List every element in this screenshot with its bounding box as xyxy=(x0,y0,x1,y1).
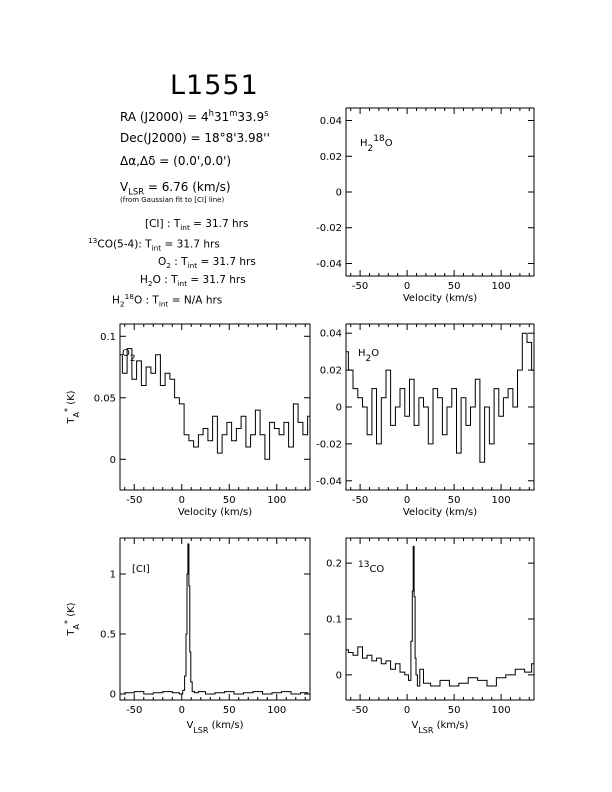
y-tick-label: 1 xyxy=(109,569,116,581)
x-axis-label: $V_{LSR}$ (km/s) xyxy=(186,720,244,735)
dec-line: Dec(J2000) = 18°8'3.98'' xyxy=(120,131,270,145)
x-tick-label: 0 xyxy=(178,495,185,506)
y-tick-label: 0.04 xyxy=(319,116,342,128)
x-tick-label: 100 xyxy=(267,495,287,506)
x-tick-label: 50 xyxy=(222,705,236,716)
tint-o2: $O_2$ : $T_{int} = 31.7$ hrs xyxy=(158,256,256,271)
x-tick-label: -50 xyxy=(351,495,369,506)
x-tick-label: 100 xyxy=(491,495,511,506)
y-tick-label: 0.5 xyxy=(100,629,116,641)
panel-label: $O_2$ xyxy=(122,348,136,364)
x-axis-label: Velocity (km/s) xyxy=(402,293,478,304)
y-tick-label: 0 xyxy=(109,689,116,701)
x-tick-label: -50 xyxy=(351,281,369,292)
x-tick-label: 0 xyxy=(178,705,185,716)
tint-ci: [CI] : $T_{int} = 31.7$ hrs xyxy=(145,218,249,233)
x-tick-label: 50 xyxy=(222,495,236,506)
panel-label: $H_2^{18}O$ xyxy=(360,134,393,154)
y-tick-label: 0 xyxy=(335,670,342,682)
y-tick-label: -0.04 xyxy=(316,258,342,270)
y-tick-label: 0.05 xyxy=(93,393,116,405)
x-tick-label: 0 xyxy=(403,705,411,716)
spectrum-panel-2 xyxy=(316,324,534,518)
y-tick-label: 0.1 xyxy=(326,614,342,626)
ra-line: RA $(J2000) = 4^h31^m33.9^s$ xyxy=(120,108,269,124)
x-tick-label: 100 xyxy=(491,281,511,292)
x-tick-label: 0 xyxy=(403,495,411,506)
y-tick-label: -0.02 xyxy=(316,223,342,235)
tint-h218o: $H_2^{18}O$ : $T_{int} = N/A$ hrs xyxy=(112,292,223,309)
source-title: L1551 xyxy=(170,70,259,101)
x-tick-label: 50 xyxy=(447,281,461,292)
y-tick-label: -0.04 xyxy=(316,476,342,488)
spectrum-panel-3 xyxy=(63,538,311,735)
x-tick-label: 100 xyxy=(267,705,287,716)
spectrum-panel-1 xyxy=(63,324,311,518)
y-tick-label: 0.1 xyxy=(100,331,116,343)
x-tick-label: 100 xyxy=(491,705,511,716)
x-tick-label: 50 xyxy=(447,705,461,716)
y-axis-label: $T_A^*$ (K) xyxy=(62,390,81,424)
panel-label: [CI] xyxy=(132,564,150,575)
x-axis-label: Velocity (km/s) xyxy=(402,507,478,518)
x-tick-label: 50 xyxy=(447,495,461,506)
y-tick-label: 0.04 xyxy=(319,328,342,340)
x-tick-label: 0 xyxy=(403,281,411,292)
x-tick-label: -50 xyxy=(126,495,143,506)
vlsr-note: (from Gaussian fit to [CI] line) xyxy=(120,196,225,204)
y-tick-label: -0.02 xyxy=(316,439,342,451)
tint-13co: $^{13}$CO(5-4): $T_{int} = 31.7$ hrs xyxy=(88,236,220,253)
y-tick-label: 0 xyxy=(335,402,342,414)
vlsr-line: $V_{LSR} = 6.76$ (km/s) xyxy=(120,180,231,197)
y-tick-label: 0 xyxy=(109,454,116,466)
tint-h2o: $H_2O$ : $T_{int} = 31.7$ hrs xyxy=(140,274,246,289)
panel-label: $^{13}$CO xyxy=(358,560,385,575)
offset-line: Δα,Δδ = (0.0',0.0') xyxy=(120,154,232,168)
x-axis-label: $V_{LSR}$ (km/s) xyxy=(411,720,469,735)
spectrum-panel-4 xyxy=(326,538,534,735)
panel-frame xyxy=(120,538,310,700)
spectrum-panel-0 xyxy=(316,108,534,304)
x-axis-label: Velocity (km/s) xyxy=(177,507,253,518)
panel-frame xyxy=(120,324,310,490)
y-axis-label: $T_A^*$ (K) xyxy=(62,602,81,636)
panel-label: $H_2O$ xyxy=(358,348,380,364)
x-tick-label: -50 xyxy=(351,705,369,716)
y-tick-label: 0.02 xyxy=(319,365,342,377)
y-tick-label: 0.2 xyxy=(326,558,342,570)
x-tick-label: -50 xyxy=(126,705,143,716)
y-tick-label: 0 xyxy=(335,187,342,199)
y-tick-label: 0.02 xyxy=(319,151,342,163)
spectrum-trace xyxy=(120,349,310,460)
